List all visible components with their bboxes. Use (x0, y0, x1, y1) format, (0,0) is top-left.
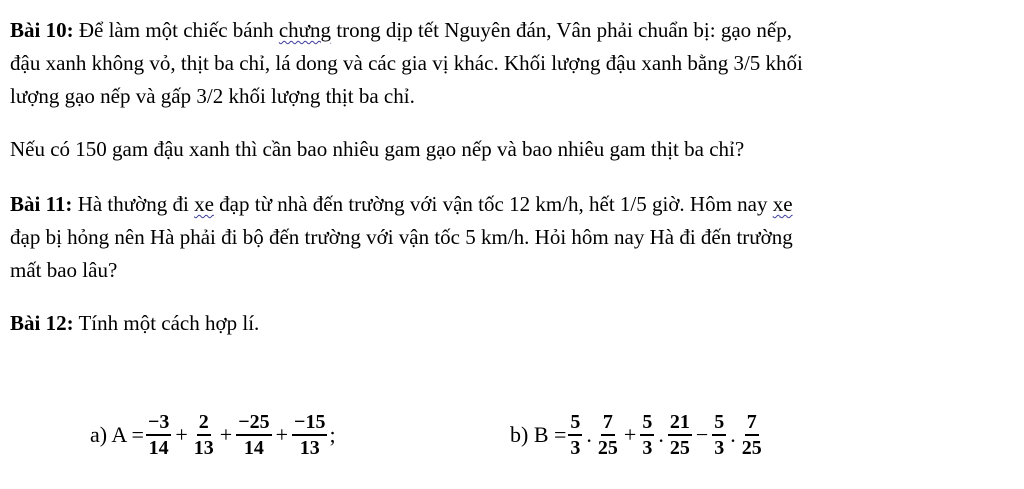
b10-line-1 (10, 14, 1010, 47)
fraction (236, 410, 271, 460)
expression-a-prefix: a) A = (90, 422, 144, 447)
expression-b-prefix: b) B = (510, 422, 567, 447)
b11-line-1-part-a: Hà thường đi (72, 192, 195, 216)
b10-label: Bài 10: (10, 18, 74, 42)
spacer (10, 287, 1010, 307)
fraction-denominator: 3 (714, 437, 725, 459)
fraction (568, 410, 582, 460)
b10-word-chung: chưng (278, 18, 332, 42)
b11-word-xe-2: xe (772, 192, 793, 216)
fraction-denominator: 3 (642, 437, 653, 459)
b12-line (10, 307, 1010, 340)
expression-b (510, 399, 766, 471)
operator: . (586, 422, 592, 447)
fraction-denominator: 25 (597, 437, 618, 459)
b10-line-3: lượng gạo nếp và gấp 3/2 khối lượng thịt ba chỉ. (10, 84, 415, 108)
fraction-numerator: 5 (712, 410, 726, 436)
fraction-denominator: 25 (669, 437, 690, 459)
b12-text: Tính một cách hợp lí. (73, 311, 260, 335)
b11-line-3: mất bao lâu? (10, 258, 118, 282)
semicolon: ; (329, 422, 336, 447)
worksheet (10, 14, 1010, 459)
b11-line-1 (10, 188, 1010, 221)
fraction-numerator: 21 (668, 410, 692, 436)
operator: . (658, 422, 664, 447)
operator: + (623, 422, 637, 447)
fraction-denominator: 14 (243, 437, 264, 459)
fraction-numerator: −3 (146, 410, 171, 436)
b12-label: Bài 12: (10, 311, 74, 335)
b10-line-1-part-a: Để làm một chiếc bánh (73, 18, 279, 42)
b11-word-xe-1: xe (194, 192, 214, 216)
fraction (146, 410, 171, 460)
fraction (192, 410, 216, 460)
fraction (668, 410, 692, 460)
spacer (10, 113, 1010, 133)
fraction (640, 410, 654, 460)
b11-line-1-part-b: đạp từ nhà đến trường với vận tốc 12 km/h, hết 1/5 giờ. Hôm nay (213, 192, 773, 216)
fraction-numerator: 7 (745, 410, 759, 436)
fraction-numerator: −15 (292, 410, 327, 436)
fraction-numerator: 5 (640, 410, 654, 436)
fraction-denominator: 3 (570, 437, 581, 459)
fraction-numerator: 5 (568, 410, 582, 436)
fraction (596, 410, 620, 460)
b11-label: Bài 11: (10, 192, 73, 216)
operator: + (175, 422, 188, 447)
fraction (292, 410, 327, 460)
fraction-numerator: −25 (236, 410, 271, 436)
operator: . (730, 422, 736, 447)
operator: − (695, 422, 709, 447)
b11-line-2: đạp bị hỏng nên Hà phải đi bộ đến trường với vận tốc 5 km/h. Hỏi hôm nay Hà đi đến trường (10, 225, 793, 249)
fraction-denominator: 14 (148, 437, 169, 459)
fraction-denominator: 25 (741, 437, 762, 459)
operator: + (219, 422, 233, 447)
fraction-numerator: 7 (601, 410, 615, 436)
b10-question: Nếu có 150 gam đậu xanh thì cần bao nhiêu gam gạo nếp và bao nhiêu gam thịt ba chỉ? (10, 137, 745, 161)
b10-line-1-content (10, 14, 792, 47)
expression-a (90, 399, 336, 471)
fraction (712, 410, 726, 460)
b10-line-1-part-b: trong dịp tết Nguyên đán, Vân phải chuẩn bị: gạo nếp, (331, 18, 792, 42)
spacer (10, 166, 1010, 188)
fraction (740, 410, 764, 460)
fraction-numerator: 2 (197, 410, 211, 436)
fraction-denominator: 13 (299, 437, 320, 459)
b10-line-2: đậu xanh không vỏ, thịt ba chỉ, lá dong và các gia vị khác. Khối lượng đậu xanh bằng 3/5 khối (10, 51, 803, 75)
operator: + (275, 422, 289, 447)
fraction-denominator: 13 (193, 437, 214, 459)
